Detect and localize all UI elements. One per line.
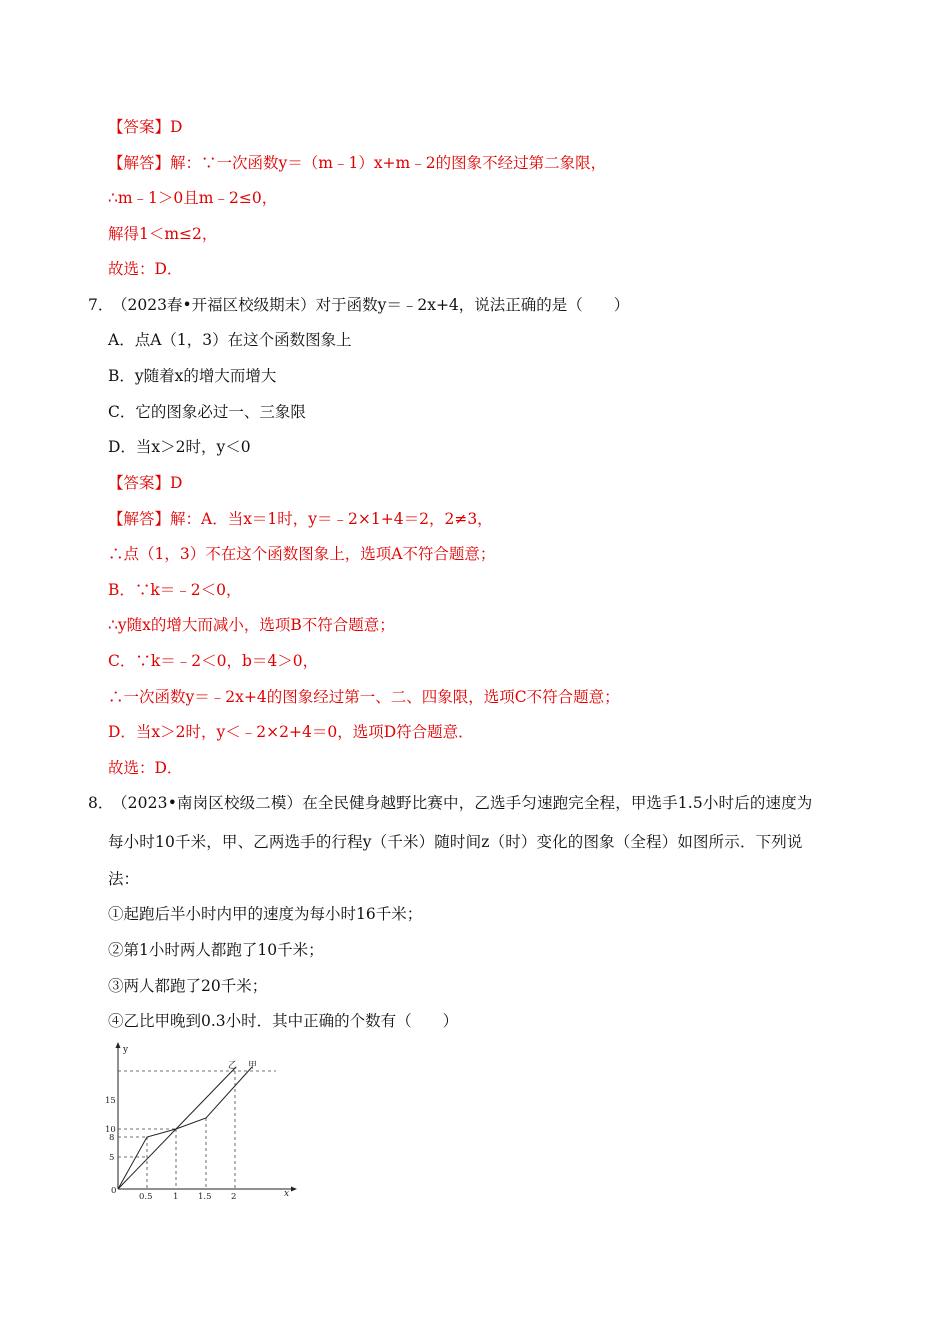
line-jia <box>118 1067 252 1189</box>
q6-answer: 【答案】D <box>108 118 183 136</box>
q8-stem-line-3: 法： <box>108 870 140 888</box>
line-yi <box>118 1067 236 1189</box>
origin-label: 0 <box>111 1186 117 1196</box>
q7-option-c: C．它的图象必过一、三象限 <box>108 403 306 421</box>
y-tick-5: 5 <box>109 1153 115 1163</box>
q8-statement-4: ④乙比甲晚到0.3小时．其中正确的个数有（ ） <box>108 1012 459 1030</box>
q8-number: 8． <box>88 794 114 812</box>
q8-stem-line-2: 每小时10千米，甲、乙两选手的行程y（千米）随时间z（时）变化的图象（全程）如图所示．下列说 <box>108 833 803 851</box>
q7-option-d: D．当x＞2时，y＜0 <box>108 438 251 456</box>
y-axis-arrow <box>116 1042 121 1048</box>
q6-solution-line-4: 故选：D． <box>108 260 183 278</box>
x-tick-15: 1.5 <box>198 1192 212 1202</box>
q7-answer: 【答案】D <box>108 474 183 492</box>
q7-solution-line-7: D．当x＞2时，y＜﹣2×2+4＝0，选项D符合题意． <box>108 723 474 741</box>
y-tick-10: 10 <box>105 1125 116 1135</box>
q8-statement-2: ②第1小时两人都跑了10千米； <box>108 941 324 959</box>
q7-solution-line-6: ∴一次函数y＝﹣2x+4的图象经过第一、二、四象限，选项C不符合题意； <box>108 688 620 706</box>
q7-solution-line-1: 【解答】解：A．当x＝1时，y＝﹣2×1+4＝2，2≠3， <box>108 510 493 528</box>
q6-solution-line-2: ∴m﹣1＞0且m﹣2≤0， <box>108 189 278 207</box>
y-tick-15: 15 <box>105 1096 116 1106</box>
label-yi: 乙 <box>228 1061 238 1071</box>
q7-option-a: A．点A（1，3）在这个函数图象上 <box>108 331 352 349</box>
q6-solution-line-1: 【解答】解：∵一次函数y＝（m﹣1）x+m﹣2的图象不经过第二象限， <box>108 154 607 172</box>
x-tick-2: 2 <box>231 1192 237 1202</box>
q7-option-b: B．y随着x的增大而增大 <box>108 367 277 385</box>
q7-solution-line-5: C．∵k＝﹣2＜0，b＝4＞0， <box>108 652 319 670</box>
x-tick-05: 0.5 <box>139 1192 153 1202</box>
q7-solution-line-4: ∴y随x的增大而减小，选项B不符合题意； <box>108 616 395 634</box>
label-jia: 甲 <box>248 1061 258 1071</box>
q8-statement-3: ③两人都跑了20千米； <box>108 977 268 995</box>
q7-solution-line-2: ∴点（1，3）不在这个函数图象上，选项A不符合题意； <box>108 545 496 563</box>
q7-solution-line-8: 故选：D． <box>108 759 183 777</box>
x-axis-arrow <box>291 1187 297 1192</box>
x-tick-1: 1 <box>173 1192 179 1202</box>
y-tick-8: 8 <box>109 1133 115 1143</box>
x-axis-label: x <box>284 1189 290 1199</box>
q6-solution-line-3: 解得1＜m≤2， <box>108 225 218 243</box>
q7-number: 7． <box>88 296 114 314</box>
y-axis-label: y <box>123 1045 129 1055</box>
q7-solution-line-3: B．∵k＝﹣2＜0， <box>108 581 242 599</box>
q8-statement-1: ①起跑后半小时内甲的速度为每小时16千米； <box>108 905 423 923</box>
q8-stem-line-1: （2023•南岗区校级二模）在全民健身越野比赛中，乙选手匀速跑完全程，甲选手1.5小时后的速度为 <box>112 794 813 812</box>
q7-stem: （2023春•开福区校级期末）对于函数y＝﹣2x+4，说法正确的是（ ） <box>112 296 630 314</box>
q8-distance-time-graph <box>100 1036 310 1204</box>
